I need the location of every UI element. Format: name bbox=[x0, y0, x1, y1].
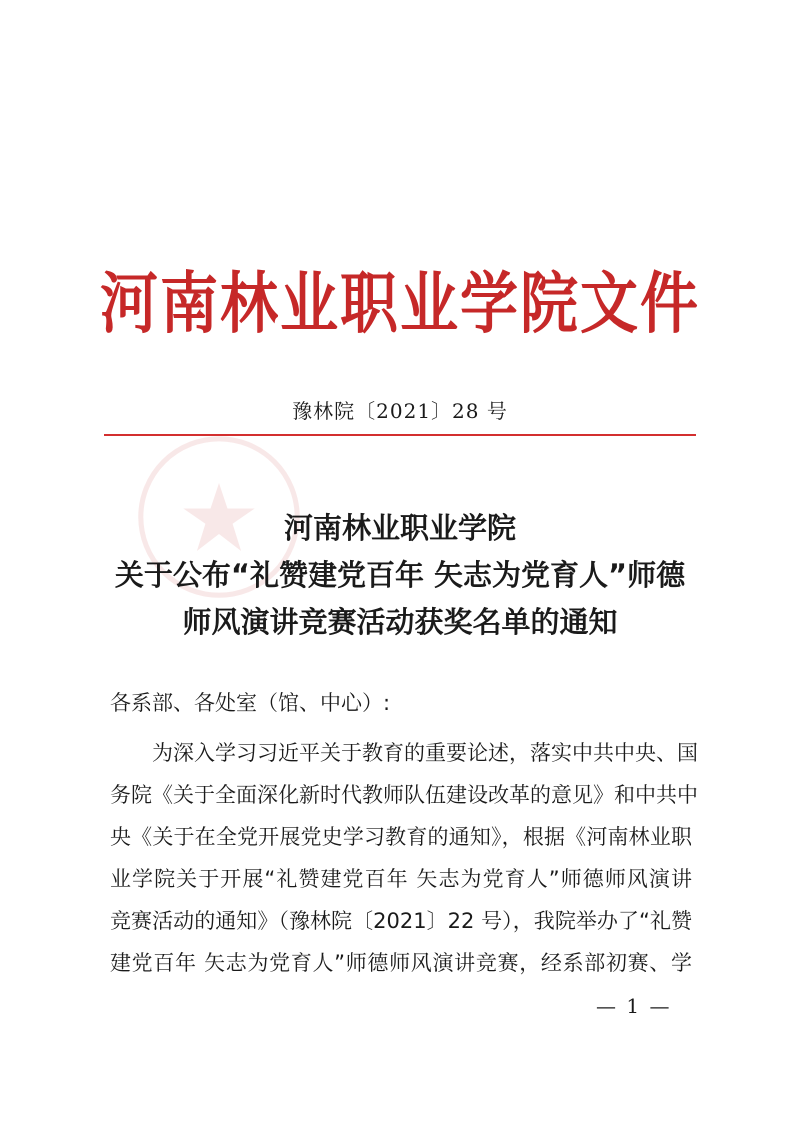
title-line-3: 师风演讲竞赛活动获奖名单的通知 bbox=[182, 605, 618, 639]
title-line-1: 河南林业职业学院 bbox=[283, 511, 516, 545]
document-masthead: 河南林业职业学院文件 bbox=[99, 264, 700, 343]
document-number: 豫林院〔2021〕28 号 bbox=[292, 399, 508, 423]
body-paragraph bbox=[110, 732, 698, 984]
title-line-2: 关于公布“礼赞建党百年 矢志为党育人”师德 bbox=[114, 558, 686, 592]
body-line: 央《关于在全党开展党史学习教育的通知》，根据《河南林业职 bbox=[110, 825, 692, 849]
addressee: 各系部、各处室（馆、中心）: bbox=[110, 691, 391, 715]
body-line: 竞赛活动的通知》（豫林院〔2021〕22 号），我院举办了“礼赞 bbox=[110, 909, 692, 933]
red-divider-line bbox=[104, 434, 696, 436]
body-line: 建党百年 矢志为党育人”师德师风演讲竞赛，经系部初赛、学 bbox=[110, 951, 692, 975]
page-number: — 1 — bbox=[596, 994, 672, 1018]
body-line: 为深入学习习近平关于教育的重要论述，落实中共中央、国 bbox=[152, 741, 698, 765]
notice-title bbox=[0, 505, 800, 646]
body-line: 务院《关于全面深化新时代教师队伍建设改革的意见》和中共中 bbox=[110, 783, 698, 807]
body-line: 业学院关于开展“礼赞建党百年 矢志为党育人”师德师风演讲 bbox=[110, 867, 692, 891]
